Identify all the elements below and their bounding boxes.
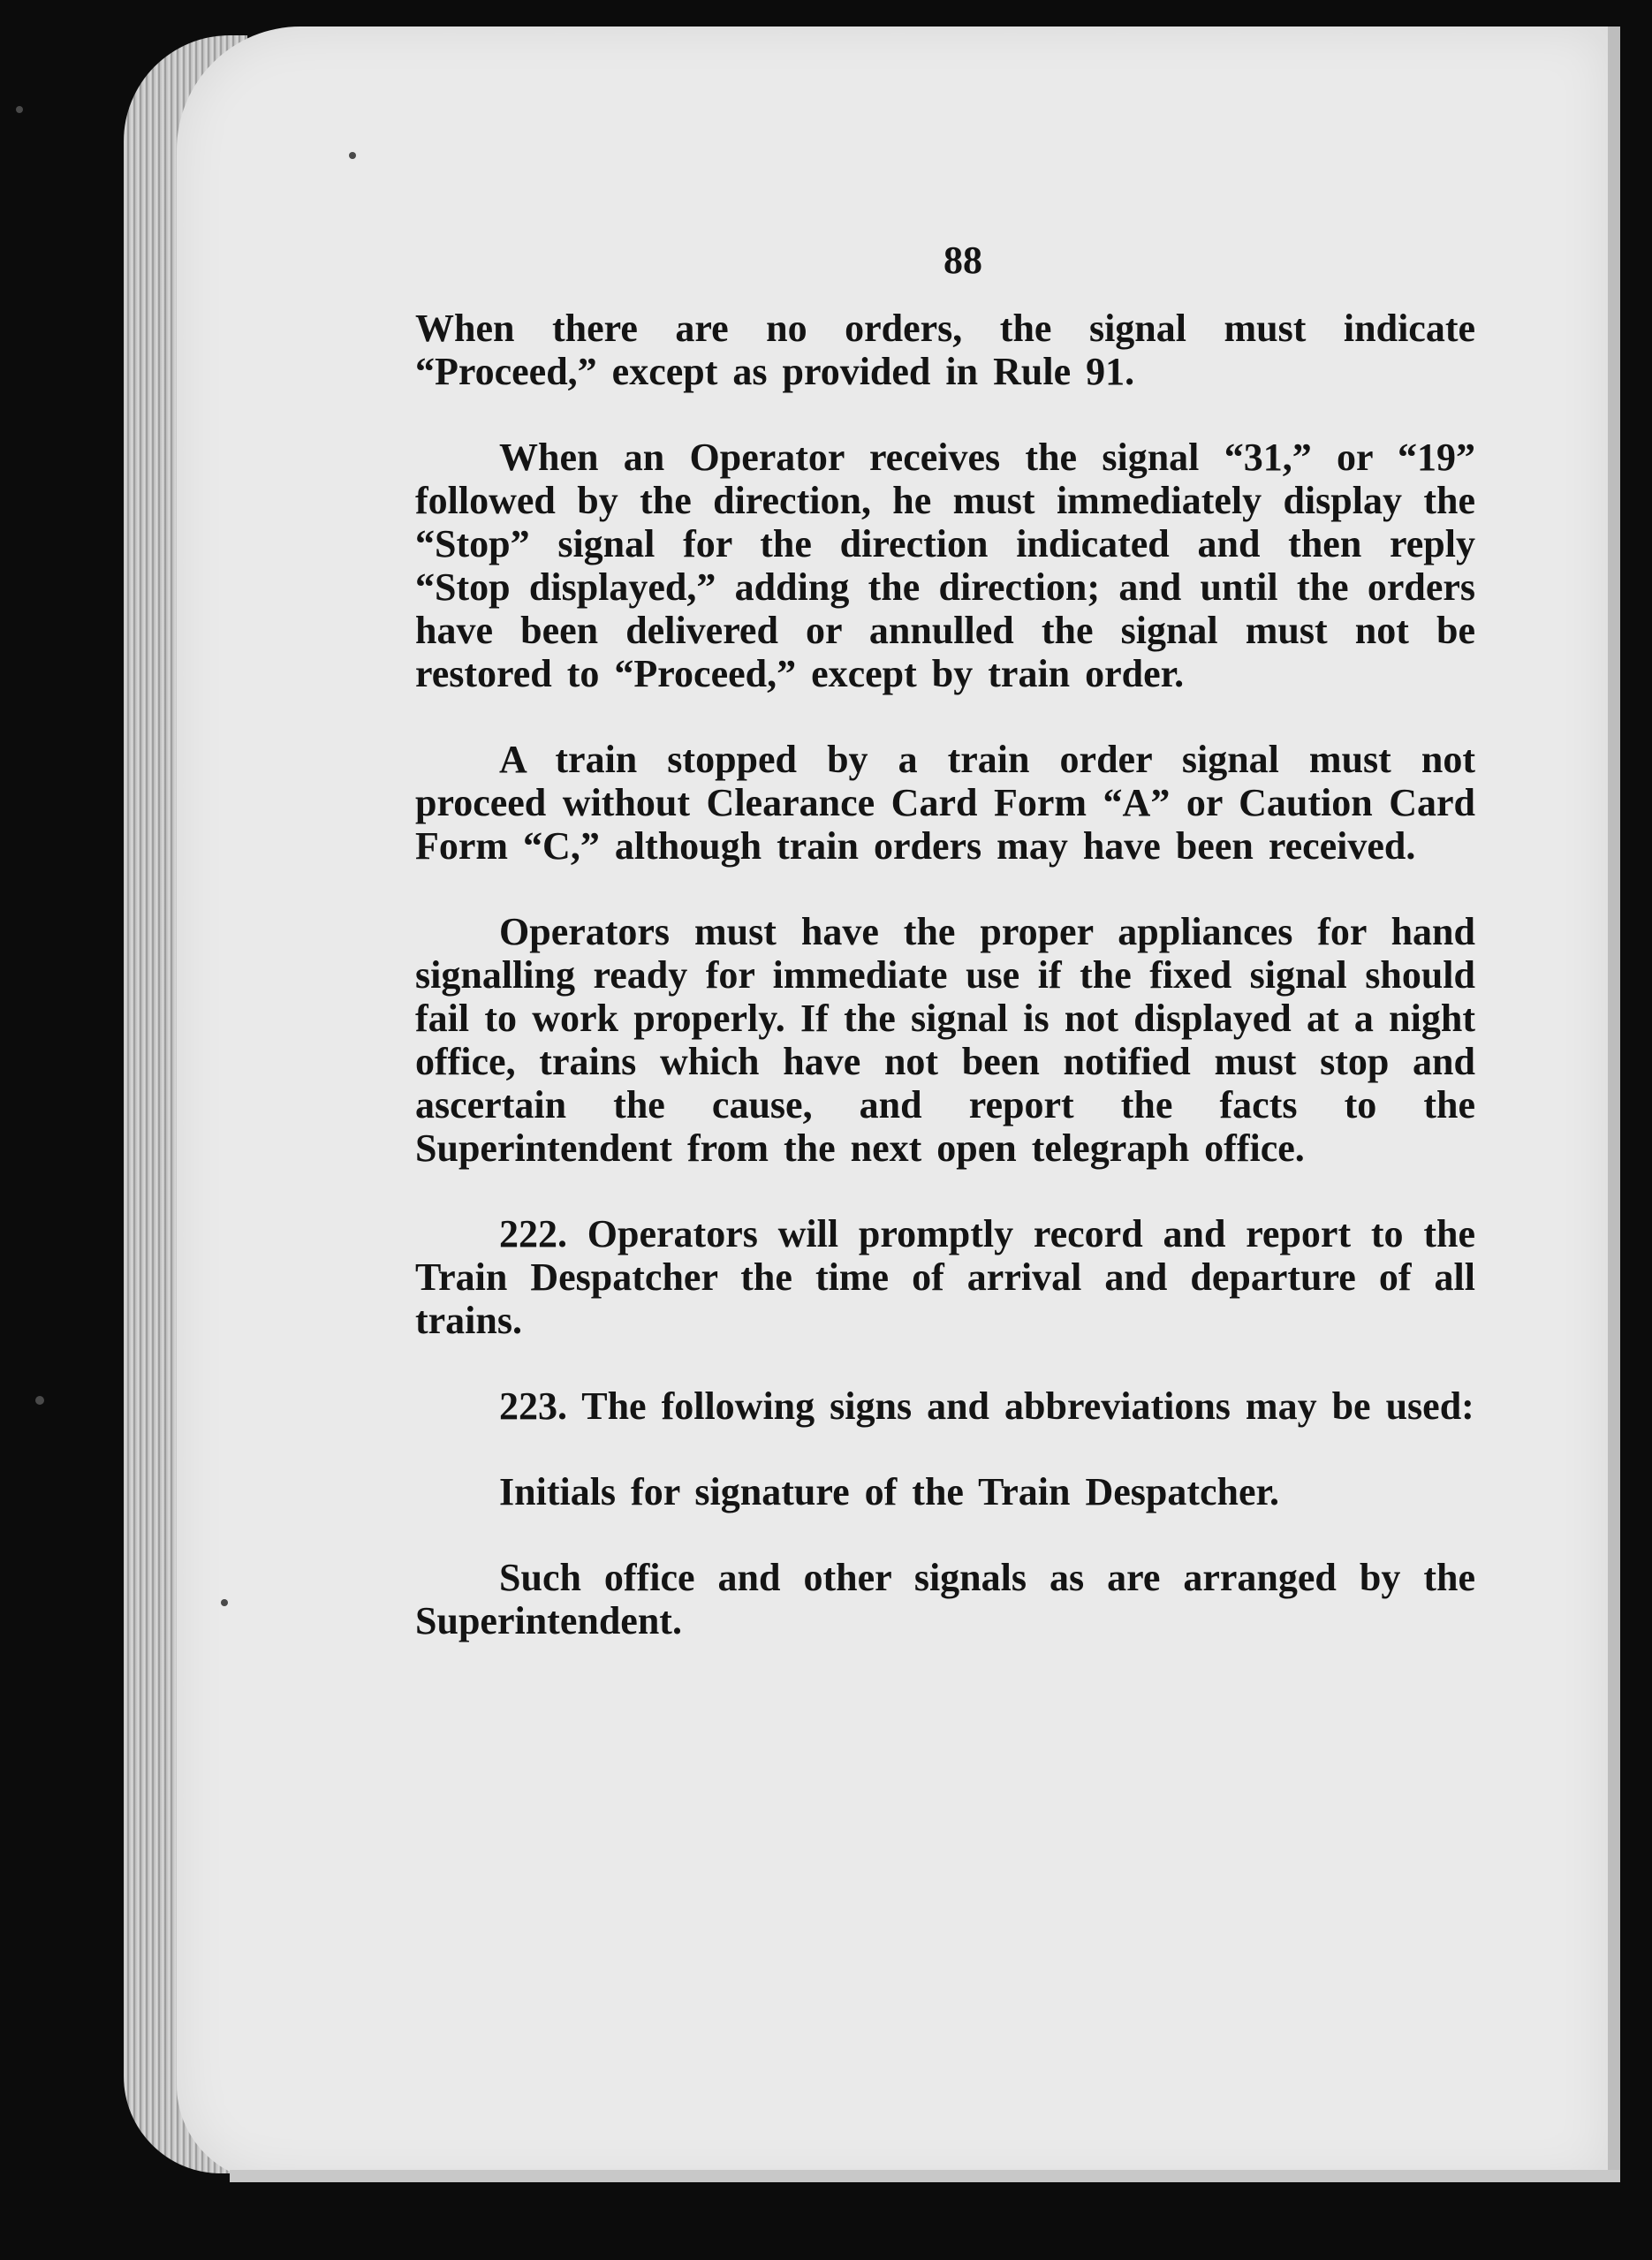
paragraph-text: A train stopped by a train order signal must not proceed without Clearance Card Form “A” or Caution Card Form “C,” although train orders may have been received. [415,738,1475,868]
dust-speck [16,106,23,113]
dust-speck [349,152,356,159]
paragraph-text: Such office and other signals as are arranged by the Superintendent. [415,1556,1475,1642]
paragraph-text: When an Operator receives the signal “31,” or “19” followed by the direction, he must immediately display the “Stop” signal for the direction indicated and then reply “Stop displayed,” adding the direction; and until the orders have been delivered or annulled the signal must not be restored to “Proceed,” except by train order. [415,436,1475,695]
paragraph-hand-signalling [415,910,1475,1170]
page-text [415,239,1475,1685]
paragraph-initials [415,1470,1475,1513]
rule-number: 223. [499,1384,567,1428]
paragraph-text: Initials for signature of the Train Despatcher. [499,1470,1280,1513]
page-bottom-edge [230,2170,1620,2182]
paragraph-train-stopped [415,738,1475,868]
paragraph-text: Operators will promptly record and report to the Train Despatcher the time of arrival and departure of all trains. [415,1212,1476,1342]
paragraph-signal-proceed [415,307,1475,393]
paragraph-office-signals [415,1556,1475,1642]
paragraph-rule-222 [415,1212,1475,1342]
paragraph-rule-223 [415,1384,1475,1428]
rule-number: 222. [499,1212,567,1255]
dust-speck [35,1396,44,1405]
dust-speck [221,1599,228,1606]
page-number: 88 [943,239,982,282]
paragraph-text: When there are no orders, the signal must indicate “Proceed,” except as provided in Rule 91. [415,307,1475,393]
paragraph-text: The following signs and abbreviations may be used: [581,1384,1474,1428]
page-right-edge [1608,27,1620,2182]
paragraph-operator-receives-signal [415,436,1475,695]
paragraph-text: Operators must have the proper appliances for hand signalling ready for immediate use if the fixed signal should fail to work properly. If the signal is not displayed at a night office, trains which have not been notified must stop and ascertain the cause, and report the facts to the Superintendent from the next open telegraph office. [415,910,1475,1170]
